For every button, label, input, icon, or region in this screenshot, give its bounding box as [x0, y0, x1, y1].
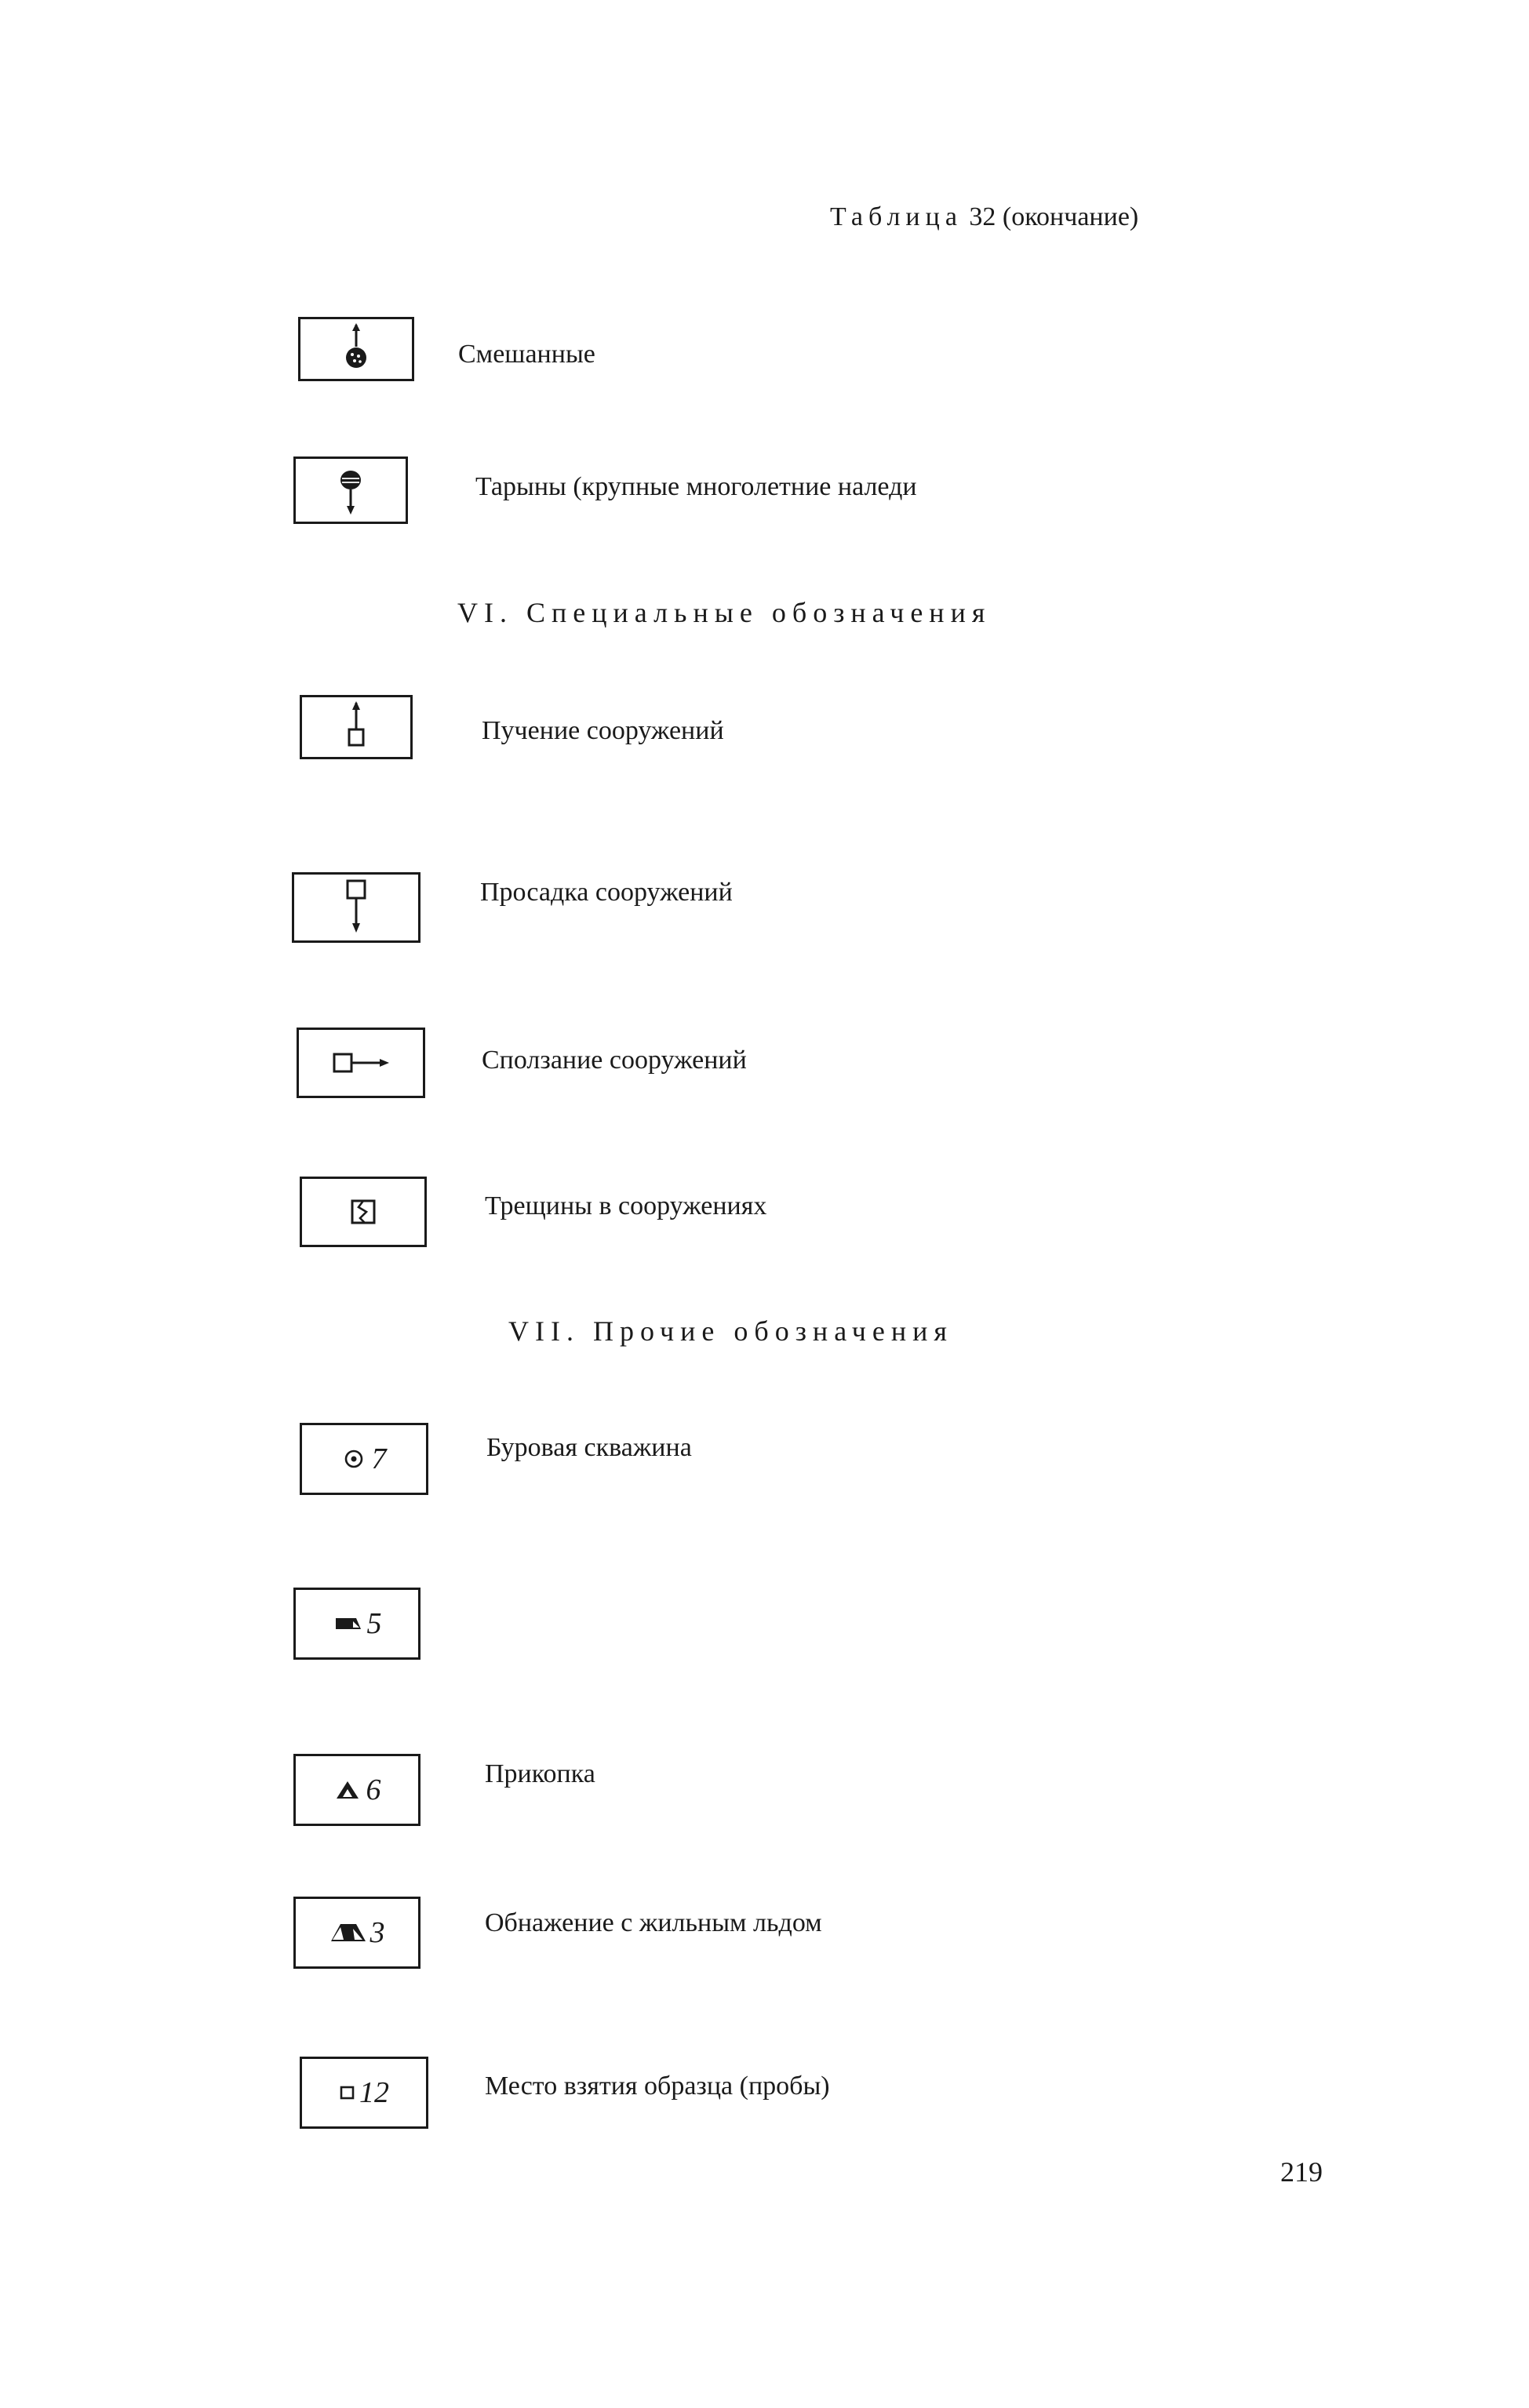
legend-label-dig: Прикопка — [485, 1759, 595, 1788]
legend-symbol-taryns — [293, 457, 408, 524]
sample-square-icon — [339, 2084, 356, 2101]
legend-label-creep: Сползание сооружений — [482, 1046, 747, 1075]
legend-symbol-cracks — [300, 1177, 427, 1247]
table-caption-word: Таблица — [830, 202, 963, 231]
outcrop-number: 3 — [370, 1916, 385, 1949]
section-heading-other: VII. Прочие обозначения — [508, 1315, 953, 1347]
structure-creep-icon — [329, 1047, 392, 1079]
dig-triangle-icon — [333, 1778, 362, 1802]
legend-symbol-subsidence — [292, 872, 420, 943]
legend-label-heave: Пучение сооружений — [482, 716, 724, 745]
table-caption-number: 32 — [969, 202, 996, 231]
legend-label-cracks: Трещины в сооружениях — [485, 1191, 767, 1220]
legend-label-borehole: Буровая скважина — [486, 1433, 692, 1462]
dig-number: 6 — [366, 1773, 381, 1806]
pit-icon — [333, 1613, 364, 1634]
legend-label-taryns: Тарыны (крупные многолетние наледи — [475, 472, 917, 501]
legend-label-mixed: Смешанные — [458, 340, 595, 369]
legend-label-subsidence: Просадка сооружений — [480, 878, 733, 907]
borehole-number: 7 — [371, 1442, 387, 1475]
section-heading-special: VI. Специальные обозначения — [457, 597, 992, 628]
table-caption — [830, 202, 1138, 232]
table-caption-note: (окончание) — [1002, 202, 1139, 231]
legend-symbol-borehole — [300, 1423, 428, 1495]
legend-symbol-pit — [293, 1588, 420, 1660]
structure-crack-icon — [348, 1196, 379, 1228]
mixed-heave-icon — [333, 322, 380, 376]
legend-symbol-sample — [300, 2057, 428, 2129]
legend-symbol-dig — [293, 1754, 420, 1826]
legend-label-sample: Место взятия образца (пробы) — [485, 2072, 830, 2101]
structure-heave-icon — [337, 700, 376, 755]
legend-symbol-heave — [300, 695, 413, 759]
legend-symbol-creep — [297, 1028, 425, 1098]
borehole-icon — [342, 1447, 366, 1471]
page-number: 219 — [1280, 2156, 1323, 2188]
legend-label-outcrop: Обнажение с жильным льдом — [485, 1908, 822, 1937]
outcrop-ice-icon — [329, 1921, 367, 1944]
legend-symbol-mixed — [298, 317, 414, 381]
legend-symbol-outcrop — [293, 1897, 420, 1969]
structure-subsidence-icon — [337, 876, 376, 939]
pit-number: 5 — [366, 1607, 382, 1640]
sample-number: 12 — [359, 2076, 389, 2109]
icing-arrow-down-icon — [327, 463, 374, 518]
